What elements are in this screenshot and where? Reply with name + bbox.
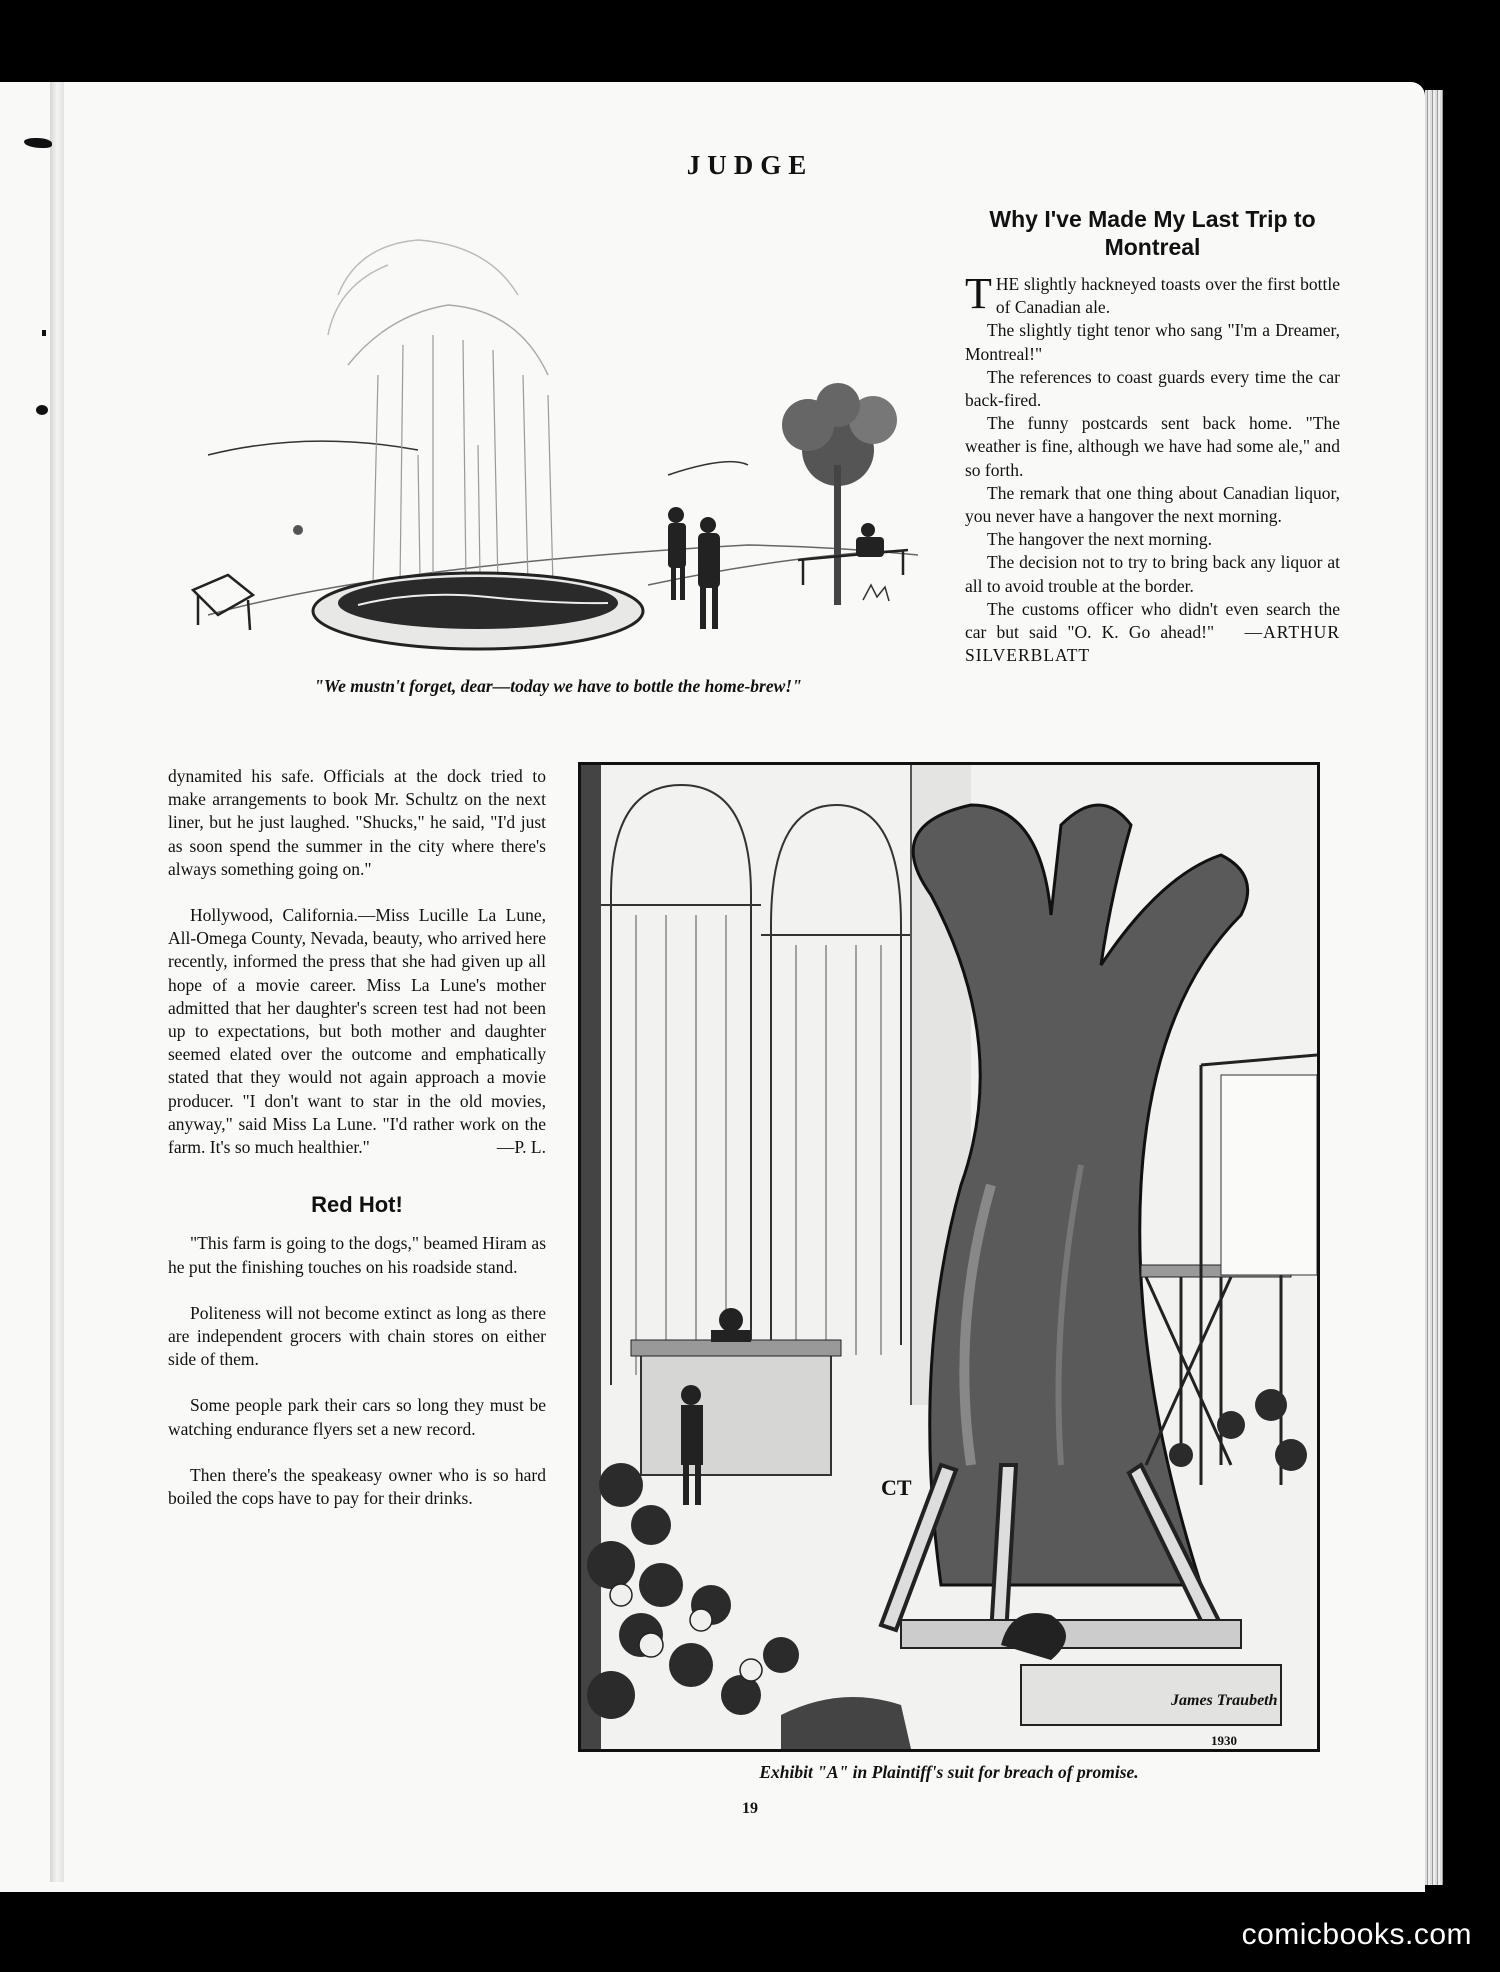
cartoon-year: 1930 [1211, 1733, 1237, 1748]
page-number: 19 [742, 1800, 758, 1817]
montreal-article [965, 205, 1340, 667]
article-paragraph: The remark that one thing about Canadian liquor, you never have a hangover the next morning. [965, 482, 1340, 527]
article-paragraph: The slightly tight tenor who sang "I'm a Dreamer, Montreal!" [965, 320, 1340, 364]
joke-item: Politeness will not become extinct as long as there are independent grocers with chain stores on either side of them. [168, 1302, 546, 1370]
hollywood-item-signature: —P. L. [496, 1137, 546, 1158]
article-paragraph [965, 598, 1340, 668]
binding-gutter [50, 82, 64, 1882]
article-last-paragraph: The customs officer who didn't even search the car but said "O. K. Go ahead!" [965, 598, 1340, 643]
masthead: JUDGE [686, 150, 814, 180]
article-paragraph: The references to coast guards every time the car back-fired. [965, 366, 1340, 411]
joke-item: "This farm is going to the dogs," beamed Hiram as he put the finishing touches on his roadside stand. [168, 1233, 546, 1277]
joke-item: Then there's the speakeasy owner who is so hard boiled the cops have to pay for their drinks. [168, 1464, 546, 1509]
article-opening-paragraph [965, 269, 1340, 319]
tree-carving: CT [881, 1475, 912, 1500]
article-byline: —ARTHUR SILVERBLATT [965, 622, 1340, 666]
fountain-cartoon-caption: "We mustn't forget, dear—today we have to bottle the home-brew!" [314, 676, 802, 696]
left-text-column [168, 765, 546, 1510]
gutter-dot-mark [42, 330, 46, 336]
hollywood-item-text: Hollywood, California.—Miss Lucille La Lune, All-Omega County, Nevada, beauty, who arrived here recently, informed the press that she had given up all hope of a movie career. Miss La Lune's mother admitted that her daughter's screen test had not been up to expectations, but both mother and daughter seemed elated over the outcome and emphatically stated that they would not again approach a movie producer. "I don't want to star in the old movies, anyway," said Miss La Lune. "I'd rather work on the farm. It's so much healthier." [168, 905, 546, 1158]
page-stack-edge [1425, 90, 1443, 1885]
continued-paragraph: dynamited his safe. Officials at the dock tried to make arrangements to book Mr. Schultz on the next liner, but he just laughed. "Shucks," he said, "I'd just as soon spend the summer in the city where there's always something going on." [168, 766, 546, 879]
joke-item: Some people park their cars so long they must be watching endurance flyers set a new record. [168, 1395, 546, 1439]
artist-signature: James Traubeth [1171, 1692, 1278, 1709]
article-paragraph: The hangover the next morning. [987, 529, 1213, 550]
montreal-article-title: Why I've Made My Last Trip to Montreal [989, 206, 1316, 260]
article-paragraph: The funny postcards sent back home. "The weather is fine, although we have had some ale," and so forth. [965, 413, 1340, 480]
article-paragraph: The decision not to try to bring back any liquor at all to avoid trouble at the border. [965, 552, 1340, 596]
red-hot-title: Red Hot! [311, 1192, 403, 1218]
fountain-cartoon [188, 225, 928, 665]
courtroom-tree-cartoon [578, 762, 1320, 1752]
drop-cap: T [965, 269, 992, 318]
article-opening-text: HE slightly hackneyed toasts over the first bottle of Canadian ale. [995, 274, 1340, 318]
hollywood-item [168, 904, 546, 1159]
courtroom-cartoon-caption: Exhibit "A" in Plaintiff's suit for breach of promise. [759, 1762, 1139, 1782]
watermark: comicbooks.com [1241, 1918, 1472, 1951]
gutter-tab-mark [36, 405, 48, 415]
